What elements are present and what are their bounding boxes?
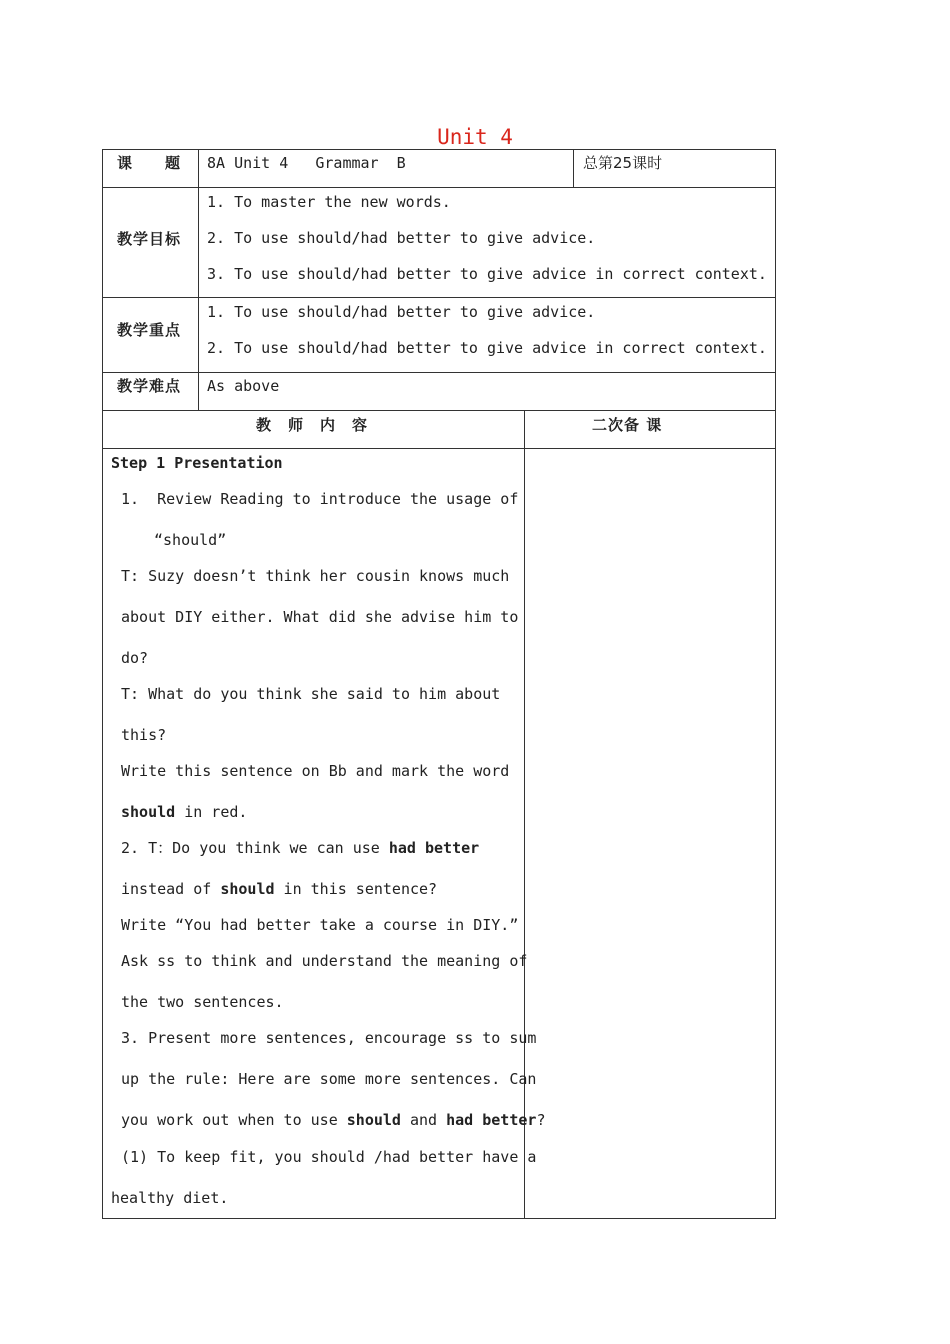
teacher-content-header: 教 师 内 容: [256, 416, 369, 434]
key-point-item: 2. To use should/had better to give advice in correct context.: [207, 339, 767, 357]
table-border: [102, 149, 776, 150]
table-border: [102, 1218, 776, 1219]
content-text: and: [400, 1111, 447, 1129]
content-line: (1) To keep fit, you should /had better have a: [121, 1148, 537, 1166]
table-border: [102, 410, 776, 411]
content-line: [121, 1110, 545, 1130]
content-line: the two sentences.: [121, 993, 284, 1011]
keyword-should: should: [121, 803, 176, 821]
content-text: in red.: [175, 803, 248, 821]
objective-item: 1. To master the new words.: [207, 193, 451, 211]
step-heading: Step 1 Presentation: [111, 454, 283, 472]
content-line: T: What do you think she said to him about: [121, 685, 501, 703]
content-line: healthy diet.: [111, 1189, 229, 1207]
content-text: instead of: [121, 880, 221, 898]
keyword-should: should: [346, 1111, 401, 1129]
content-line: Ask ss to think and understand the meaning of: [121, 952, 528, 970]
table-border: [524, 410, 525, 1219]
content-line: “should”: [154, 531, 227, 549]
content-line: T: Suzy doesn’t think her cousin knows much: [121, 567, 510, 585]
content-line: 3. Present more sentences, encourage ss to sum: [121, 1029, 537, 1047]
content-text: 2. T：Do you think we can use: [121, 839, 389, 857]
content-text: you work out when to use: [121, 1111, 347, 1129]
key-point-item: 1. To use should/had better to give advice.: [207, 303, 596, 321]
content-line: 1. Review Reading to introduce the usage of: [121, 490, 519, 508]
table-border: [198, 149, 199, 411]
page-title: Unit 4: [437, 125, 513, 149]
content-line: this?: [121, 726, 167, 744]
table-border: [102, 297, 776, 298]
objectives-label: 教学目标: [117, 230, 182, 248]
content-text: ?: [536, 1111, 546, 1129]
table-border: [102, 372, 776, 373]
content-text: in this sentence?: [274, 880, 438, 898]
content-line: do?: [121, 649, 149, 667]
second-prep-header: 二次备 课: [592, 416, 663, 434]
keyword-had-better: had better: [388, 839, 480, 857]
content-line: Write this sentence on Bb and mark the word: [121, 762, 510, 780]
difficulties-label: 教学难点: [117, 377, 182, 395]
topic-label: 课 题: [117, 154, 182, 172]
keyword-should: should: [220, 880, 275, 898]
content-line: Write “You had better take a course in DIY.”: [121, 916, 519, 934]
topic-value: 8A Unit 4 Grammar B: [207, 154, 406, 172]
table-border: [102, 149, 103, 1219]
content-line: [121, 879, 437, 899]
table-border: [102, 187, 776, 188]
objective-item: 3. To use should/had better to give advice in correct context.: [207, 265, 767, 283]
content-line: [121, 838, 479, 858]
difficulties-value: As above: [207, 377, 280, 395]
content-line: about DIY either. What did she advise him to: [121, 608, 519, 626]
table-border: [775, 149, 776, 1219]
content-line: [121, 802, 247, 822]
key-points-label: 教学重点: [117, 321, 182, 339]
lesson-number: 总第25课时: [583, 154, 663, 172]
keyword-had-better: had better: [446, 1111, 537, 1129]
content-line: up the rule: Here are some more sentences. Can: [121, 1070, 537, 1088]
table-border: [573, 149, 574, 188]
objective-item: 2. To use should/had better to give advice.: [207, 229, 596, 247]
table-border: [102, 448, 776, 449]
